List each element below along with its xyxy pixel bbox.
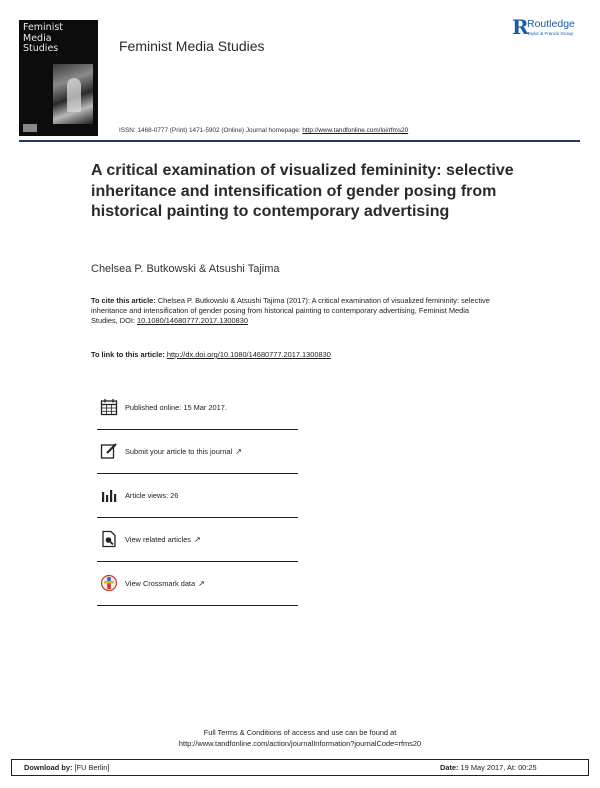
downloaded-by-value: [FU Berlin] — [74, 763, 110, 772]
published-text: Published online: 15 Mar 2017. — [125, 403, 227, 412]
crossmark-link[interactable] — [125, 579, 205, 588]
download-date-value: 19 May 2017, At: 00:25 — [460, 763, 537, 772]
terms-line-1: Full Terms & Conditions of access and use can be found at — [203, 728, 397, 737]
terms-url-link[interactable]: http://www.tandfonline.com/action/journalInformation?journalCode=rfms20 — [178, 739, 422, 748]
crossmark-icon — [100, 574, 118, 592]
bar-chart-icon — [100, 486, 118, 504]
downloaded-by-label: Download by: — [24, 763, 73, 772]
journal-name: Feminist Media Studies — [119, 38, 265, 54]
submit-article-link[interactable] — [125, 447, 242, 456]
external-link-icon: ↗ — [198, 579, 205, 588]
submit-article-text: Submit your article to this journal — [125, 447, 233, 456]
info-row-published — [97, 386, 298, 430]
cite-doi-link[interactable]: 10.1080/14680777.2017.1300830 — [137, 316, 248, 326]
download-date — [440, 763, 537, 772]
info-row-related[interactable] — [97, 518, 298, 562]
link-label: To link to this article: — [91, 350, 167, 359]
terms-notice — [0, 727, 600, 749]
external-link-icon: ↗ — [194, 535, 201, 544]
info-row-submit[interactable] — [97, 430, 298, 474]
related-articles-text: View related articles — [125, 535, 191, 544]
journal-homepage-link[interactable]: http://www.tandfonline.com/loi/rfms20 — [302, 127, 409, 134]
article-doi-link[interactable]: http://dx.doi.org/10.1080/14680777.2017.1300830 — [166, 350, 331, 359]
info-row-views — [97, 474, 298, 518]
citation-block — [91, 296, 491, 327]
cite-label: To cite this article: — [91, 296, 158, 305]
header-divider — [19, 140, 580, 142]
publisher-subtitle: Taylor & Francis Group — [527, 31, 574, 36]
routledge-r-icon: R — [512, 15, 529, 39]
cover-publisher-logo — [23, 124, 37, 132]
related-articles-link[interactable] — [125, 535, 201, 544]
crossmark-text: View Crossmark data — [125, 579, 196, 588]
edit-icon — [100, 442, 118, 460]
cover-figure — [67, 78, 81, 112]
article-views-text: Article views: 26 — [125, 491, 179, 500]
issn-line — [119, 127, 408, 134]
issn-text: ISSN: 1468-0777 (Print) 1471-5902 (Online) Journal homepage: — [119, 127, 303, 134]
publisher-logo — [512, 17, 592, 39]
journal-cover-image — [19, 20, 98, 136]
article-authors: Chelsea P. Butkowski & Atsushi Tajima — [91, 263, 280, 275]
cite-text: Chelsea P. Butkowski & Atsushi Tajima (2017): A critical examination of visualized femininity: selective inheritance and intensification of gender posing from historical painting to contemporary advertising, Feminist Media Studies, DOI: — [91, 296, 490, 326]
external-link-icon: ↗ — [235, 447, 242, 456]
link-block — [91, 350, 511, 359]
download-info-bar — [11, 759, 589, 776]
calendar-icon — [100, 398, 118, 416]
download-date-label: Date: — [440, 763, 459, 772]
info-row-crossmark[interactable] — [97, 562, 298, 606]
document-search-icon — [100, 530, 118, 548]
article-info-list — [97, 386, 298, 606]
publisher-name: Routledge — [527, 18, 575, 30]
cover-title: Feminist Media Studies — [23, 22, 64, 54]
article-title: A critical examination of visualized femininity: selective inheritance and intensification of gender posing from historical painting to contemporary advertising — [91, 162, 514, 220]
downloaded-by — [24, 763, 109, 772]
